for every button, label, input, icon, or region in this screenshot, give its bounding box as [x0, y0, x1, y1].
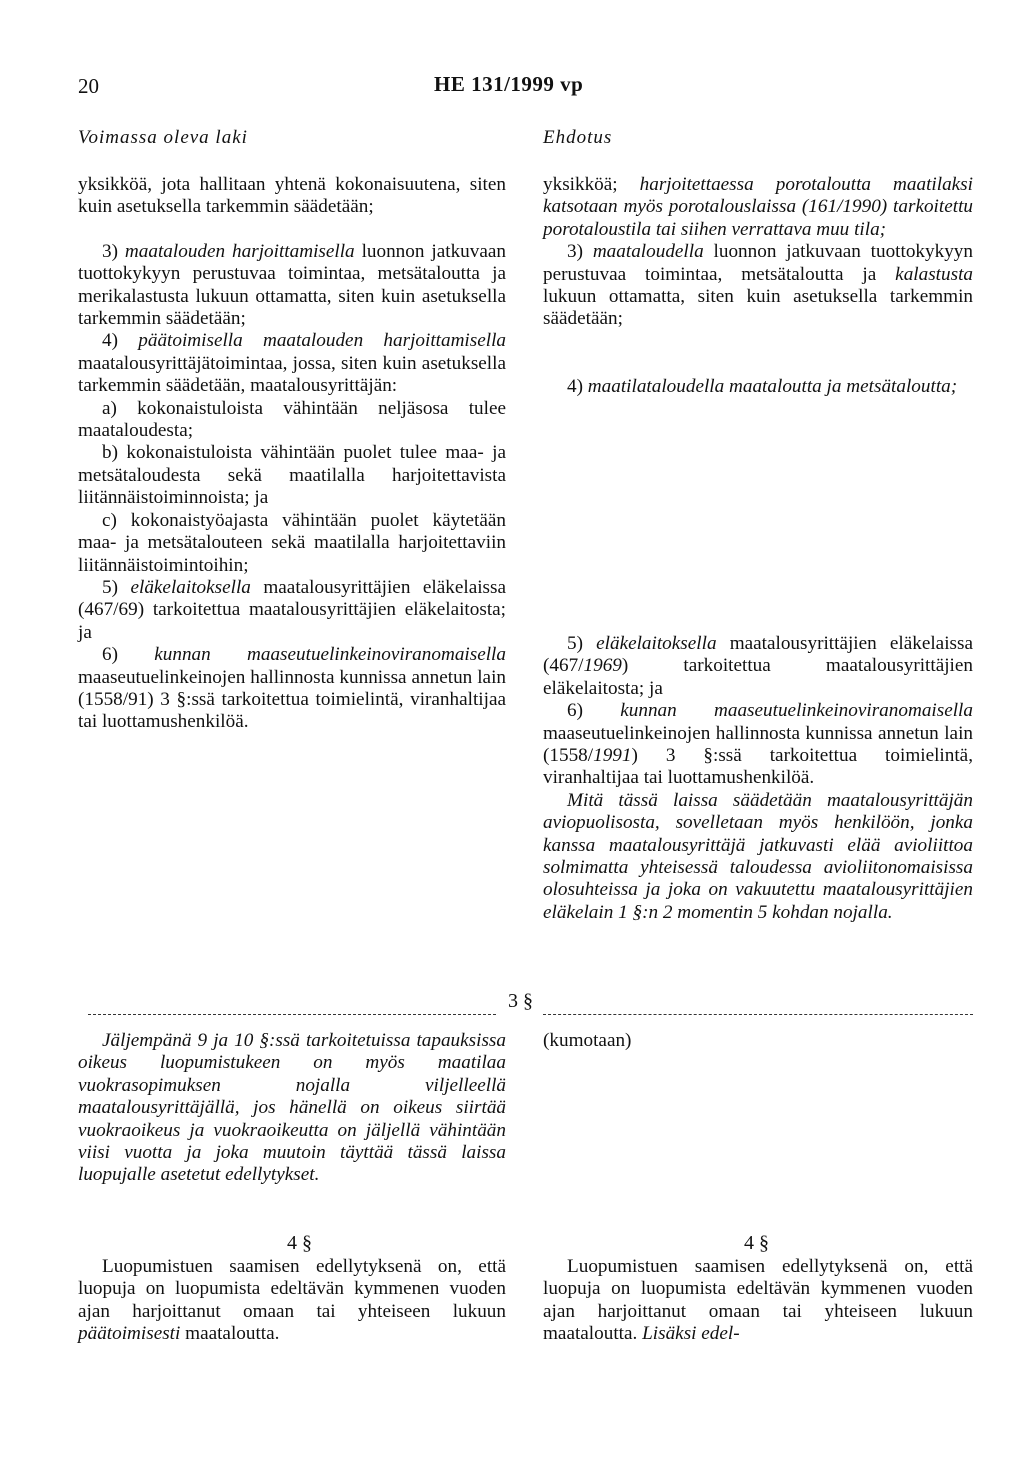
- right-item-5: 5) eläkelaitoksella maatalousyrittäjien eläkelaissa (467/1969) tarkoitettua maatalousyrittäjien eläkelaitosta; ja: [543, 633, 973, 699]
- left-item-3-term: maatalouden harjoittamisella: [124, 240, 355, 262]
- left-omission-line: [88, 1014, 496, 1015]
- left-section-4-paragraph: Luopumistuen saamisen edellytyksenä on, että luopuja on luopumista edeltävän kymmenen vuoden ajan harjoittanut omaan tai yhteiseen lukuun päätoimisesti maataloutta.: [78, 1256, 506, 1345]
- left-column-upper: [78, 174, 506, 734]
- right-column-lower: [543, 633, 973, 924]
- running-title: HE 131/1999 vp: [434, 72, 584, 96]
- page-number: 20: [78, 74, 99, 98]
- right-omission-line: [543, 1014, 973, 1015]
- left-section-3-paragraph: Jäljempänä 9 ja 10 §:ssä tarkoitetuissa tapauksissa oikeus luopumistukeen on myös maatilaa vuokrasopimuksen nojalla viljelleellä maatalousyrittäjällä, jos hänellä on oikeus siirtää vuokraoikeus ja vuokraoikeutta on jäljellä vähintään viisi vuotta ja joka muutoin täyttää tässä laissa luopujalle asetetut edellytykset.: [78, 1030, 506, 1186]
- right-section-4-heading: 4 §: [744, 1232, 769, 1254]
- left-item-3: 3) maatalouden harjoittamisella luonnon jatkuvaan tuottokykyyn perustuvaa toimintaa, metsätaloutta ja merikalastusta lukuun ottamatta, siten kuin asetuksella tarkemmin säädetään;: [78, 240, 506, 330]
- right-column-heading: Ehdotus: [543, 127, 613, 148]
- left-item-5-term: eläkelaitoksella: [130, 576, 251, 598]
- left-item-6-term: kunnan maaseutuelinkeinoviranomaisella: [154, 644, 506, 666]
- left-item-4c: c) kokonaistyöajasta vähintään puolet käytetään maa- ja metsätalouteen sekä maatilalla harjoitettaviin liitännäistoimintoihin;: [78, 509, 506, 576]
- kumotaan-note: (kumotaan): [543, 1030, 632, 1051]
- right-paragraph-1: yksikköä; harjoitettaessa porotaloutta maatilaksi katsotaan myös porotalouslaissa (161/1990) tarkoitettu porotaloustila tai siihen verrattava muu tila;: [543, 174, 973, 240]
- left-section-4-heading: 4 §: [287, 1232, 312, 1254]
- left-item-5: 5) eläkelaitoksella maatalousyrittäjien eläkelaissa (467/69) tarkoitettua maatalousyrittäjien eläkelaitosta; ja: [78, 576, 506, 643]
- section-3-heading: 3 §: [508, 990, 533, 1012]
- left-paragraph-1: yksikköä, jota hallitaan yhtenä kokonaisuutena, siten kuin asetuksella tarkemmin säädetään;: [78, 174, 506, 218]
- left-item-4b: b) kokonaistuloista vähintään puolet tulee maa- ja metsätaloudesta sekä maatilalla harjoitettavista liitännäistoiminnoista; ja: [78, 442, 506, 509]
- right-item-3: 3) maataloudella luonnon jatkuvaan tuottokykyyn perustuvaa toimintaa, metsätaloutta ja kalastusta lukuun ottamatta, siten kuin asetuksella tarkemmin säädetään;: [543, 241, 973, 330]
- right-column-upper: [543, 174, 973, 331]
- left-item-4-term: päätoimisella maatalouden harjoittamisella: [138, 330, 507, 352]
- left-item-4: 4) päätoimisella maatalouden harjoittamisella maatalousyrittäjätoimintaa, jossa, siten kuin asetuksella tarkemmin säädetään, maatalousyrittäjän:: [78, 330, 507, 397]
- right-section-4-paragraph: Luopumistuen saamisen edellytyksenä on, että luopuja on luopumista edeltävän kymmenen vuoden ajan harjoittanut omaan tai yhteiseen lukuun maataloutta. Lisäksi edel-: [543, 1256, 973, 1345]
- right-item-4: 4) maatilataloudella maataloutta ja metsätaloutta;: [567, 376, 958, 397]
- left-item-4a: a) kokonaistuloista vähintään neljäsosa tulee maataloudesta;: [78, 397, 506, 442]
- right-paragraph-mita: Mitä tässä laissa säädetään maatalousyrittäjän aviopuolisosta, sovelletaan myös henkilöön, jonka kanssa maatalousyrittäjä jatkuvasti elää avioliittoa solmimatta yhteisessä taloudessa avioliitonomaisissa olosuhteissa ja joka on vakuutettu maatalousyrittäjien eläkelain 1 §:n 2 momentin 5 kohdan nojalla.: [543, 789, 973, 923]
- right-item-6: 6) kunnan maaseutuelinkeinoviranomaisella maaseutuelinkeinojen hallinnosta kunnissa annetun lain (1558/1991) 3 §:ssä tarkoitettua toimielintä, viranhaltijaa tai luottamushenkilöä.: [543, 700, 973, 789]
- left-column-heading: Voimassa oleva laki: [78, 127, 248, 148]
- left-item-6: 6) kunnan maaseutuelinkeinoviranomaisella maaseutuelinkeinojen hallinnosta kunnissa annetun lain (1558/91) 3 §:ssä tarkoitettua toimielintä, viranhaltijaa tai luottamushenkilöä.: [78, 644, 506, 733]
